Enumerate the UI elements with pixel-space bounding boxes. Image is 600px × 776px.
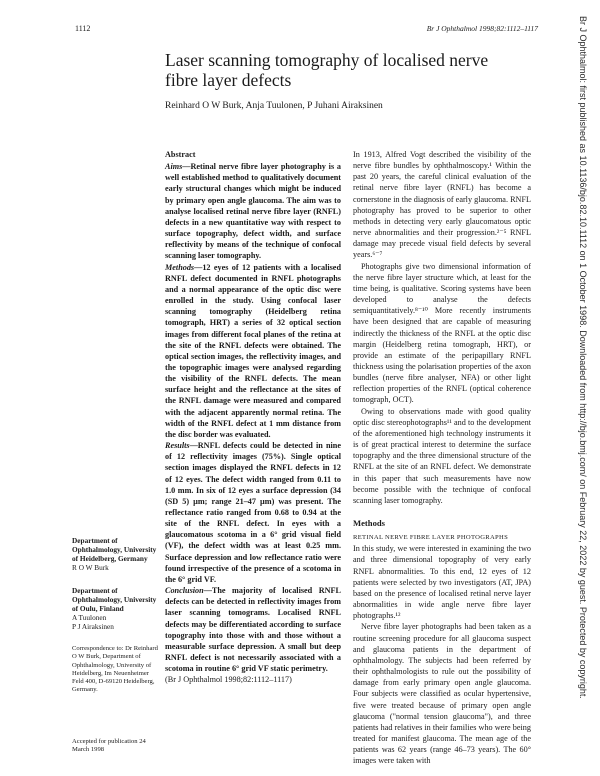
accepted-date: Accepted for publication 24 March 1998	[72, 738, 146, 754]
affiliation-name: A Tuulonen P J Airaksinen	[72, 613, 114, 632]
page-number: 1112	[75, 24, 91, 33]
intro-paragraph: In 1913, Alfred Vogt described the visibility of the nerve fibre bundles by ophthalmoscopy.¹ Within the past 20 years, the careful clinical evaluation of the retinal nerve fibre layer (RNFL) has become a cornerstone in the diagnosis of early glaucoma. RNFL photography has proved to be superior to other methods in detecting very early glaucomatous optic nerve abnormalities and their progression.²⁻⁵ RNFL damage may precede visual field defects by several years.⁶⁻⁷	[353, 150, 531, 260]
authors: Reinhard O W Burk, Anja Tuulonen, P Juhani Airaksinen	[165, 101, 383, 111]
aims-label: Aims	[165, 162, 183, 172]
correspondence: Correspondence to: Dr Reinhard O W Burk, Department of Ophthalmology, University of Heidelberg, Im Neuenheimer Feld 400, D-69120 Heidelberg, Germany.	[72, 645, 158, 694]
article-title: Laser scanning tomography of localised nerve fibre layer defects	[165, 50, 489, 90]
running-head: Br J Ophthalmol 1998;82:1112–1117	[426, 24, 538, 33]
affiliation-name: R O W Burk	[72, 563, 109, 573]
affiliation-dept: Department of Ophthalmology, University of Oulu, Finland	[72, 586, 157, 614]
abstract-results	[165, 440, 341, 585]
conclusion-text: —The majority of localised RNFL defects can be detected in reflectivity images from laser scanning tomograms. Localised RNFL defects may be differentiated according to surface topography into those with and those without a measurable surface depression. A small but deep RNFL defect is not necessarily associated with a scotoma in routine 6° grid VF static perimetry.	[165, 586, 341, 674]
methods-heading: Methods	[353, 518, 385, 528]
abstract-methods	[165, 262, 341, 441]
results-label: Results	[165, 441, 190, 451]
methods-label: Methods	[165, 262, 195, 272]
affiliation-heidelberg	[72, 536, 162, 572]
results-text: —RNFL defects could be detected in nine of 12 reflectivity images (75%). Single optical section images displayed the RNFL defects in 12 of 12 eyes. The defect width ranged from 0.11 to 1.0 mm. In six of 12 eyes a surface depression (34 (SD 5) µm; range 21–47 µm) was present. The reflectance ratio ranged from 0.68 to 0.94 at the site of the RNFL defect. In eyes with a glaucomatous scotoma in a 6° grid visual field (VF), the defect width was at least 0.25 mm. Surface depression and low reflectance ratio were found irrespective of the presence of a scotoma in the 6° grid VF.	[165, 441, 341, 584]
abstract	[165, 149, 341, 686]
affiliation-oulu	[72, 586, 162, 631]
abstract-conclusion	[165, 585, 341, 674]
conclusion-label: Conclusion	[165, 586, 204, 596]
abstract-aims	[165, 161, 341, 261]
methods-paragraph: In this study, we were interested in examining the two and three dimensional topography of very early RNFL abnormalities. To this end, 12 eyes of 12 patients were selected by two investigators (AT, JPA) based on the presence of localised retinal nerve layer abnormalities in wide angle nerve fibre layer photographs.¹²	[353, 544, 531, 621]
introduction-column	[353, 149, 531, 766]
methods-text: —12 eyes of 12 patients with a localised RNFL defect documented in RNFL photographs and a normal appearance of the optic disc were enrolled in the study. Using confocal laser scanning tomography (Heidelberg retina tomograph, HRT) a series of 32 optical section images from different focal planes of the retina at the site of the RNFL defects were obtained. The optical section images, the reflectivity images, and the topographic images were analysed regarding the visibility of the RNFL defects. The mean surface height and the reflectance at the sites of the RNFL damage were measured and compared with the adjacent apparently normal retina. The width of the RNFL defect at 1 mm distance from the disc border was evaluated.	[165, 262, 341, 439]
methods-subheading: RETINAL NERVE FIBRE LAYER PHOTOGRAPHS	[353, 534, 509, 542]
affiliation-dept: Department of Ophthalmology, University of Heidelberg, Germany	[72, 536, 157, 564]
methods-paragraph: Nerve fibre layer photographs had been taken as a routine screening procedure for all glaucoma suspect and glaucoma patients in the department of ophthalmology. The subjects had been referred by their ophthalmologists to rule out the possibility of damage from early primary open angle glaucoma. Four subjects were classified as ocular hypertensive, five were treated because of primary open angle glaucoma ("normal tension glaucoma"), and three patients had relatives in their families who were being treated for manifest glaucoma. The mean age of the patients was 62 years (range 46–73 years). The 60° images were taken with	[353, 622, 531, 766]
side-copyright-notice[interactable]: Br J Ophthalmol: first published as 10.1136/bjo.82.10.1112 on 1 October 1998. Downloaded from http://bjo.bmj.com/ on February 22, 2022 by guest. Protected by copyright.	[578, 16, 588, 699]
abstract-heading: Abstract	[165, 150, 196, 159]
intro-paragraph: Photographs give two dimensional information of the nerve fibre layer structure which, at least for the time being, is qualitative. Scoring systems have been developed to analyse the defects semiquantitatively.⁸⁻¹⁰ More recently instruments have been designed that are capable of measuring indirectly the thickness of the RNFL at the optic disc margin (Heidelberg retina tomograph, HRT), or provide an estimate of the peripapillary RNFL thickness using the polarisation properties of the axon bundles (nerve fibre analyser, NFA) or other light reflection properties of the RNFL (optical coherence tomograph, OCT).	[353, 261, 531, 405]
abstract-citation: (Br J Ophthalmol 1998;82:1112–1117)	[165, 675, 292, 685]
intro-paragraph: Owing to observations made with good quality optic disc stereophotographs¹¹ and to the development of the aforementioned high technology instruments it is of great practical interest to determine the surface topography and the three dimensional structure of the RNFL at the site of an RNFL defect. We demonstrate in this paper that such measurements have now become possible with the technique of confocal scanning laser tomography.	[353, 406, 531, 505]
aims-text: —Retinal nerve fibre layer photography is a well established method to qualitatively document early structural changes which might be induced by primary open angle glaucoma. The aim was to analyse localised retinal nerve fibre layer (RNFL) defects in a new quantitative way with respect to surface topography, defect width, and surface reflectivity by means of the technique of confocal scanning laser tomography.	[165, 162, 341, 261]
